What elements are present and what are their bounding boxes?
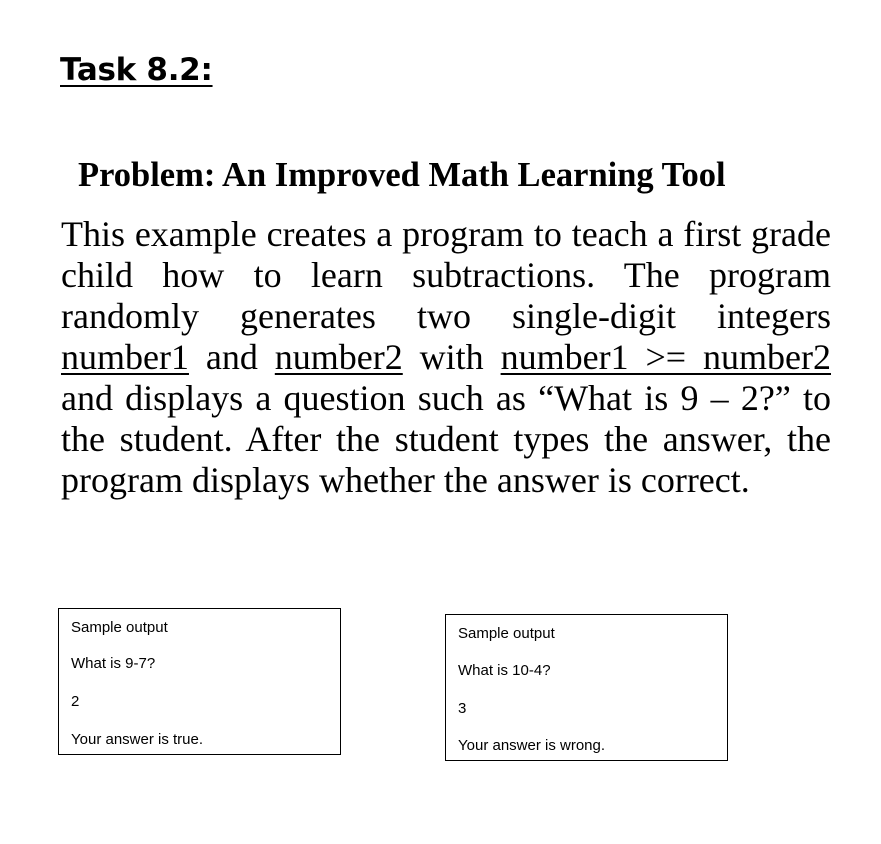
variable-number2: number2 bbox=[274, 337, 403, 377]
condition-expression: number1 >= number2 bbox=[500, 337, 831, 377]
sample-output-box-1 bbox=[58, 608, 341, 755]
sample-result: Your answer is wrong. bbox=[458, 737, 606, 754]
sample-question: What is 9-7? bbox=[71, 655, 156, 672]
sample-answer: 3 bbox=[458, 700, 467, 717]
task-title: Task 8.2: bbox=[60, 52, 213, 88]
sample-heading: Sample output bbox=[71, 619, 168, 636]
description-and: and bbox=[188, 337, 275, 377]
sample-answer: 2 bbox=[71, 693, 80, 710]
problem-title: Problem: An Improved Math Learning Tool bbox=[78, 156, 726, 194]
sample-result: Your answer is true. bbox=[71, 731, 204, 748]
problem-description bbox=[61, 214, 831, 501]
description-text-2: and displays a question such as “What is 9 – 2?” to the student. After the student types the answer, the program displays whether the answer is correct. bbox=[61, 378, 831, 500]
description-text-1: This example creates a program to teach a first grade child how to learn subtractions. The program randomly generates two single-digit integers bbox=[61, 214, 831, 336]
sample-question: What is 10-4? bbox=[458, 662, 551, 679]
sample-output-box-2 bbox=[445, 614, 728, 761]
sample-heading: Sample output bbox=[458, 625, 555, 642]
description-with: with bbox=[402, 337, 501, 377]
variable-number1: number1 bbox=[61, 337, 189, 377]
